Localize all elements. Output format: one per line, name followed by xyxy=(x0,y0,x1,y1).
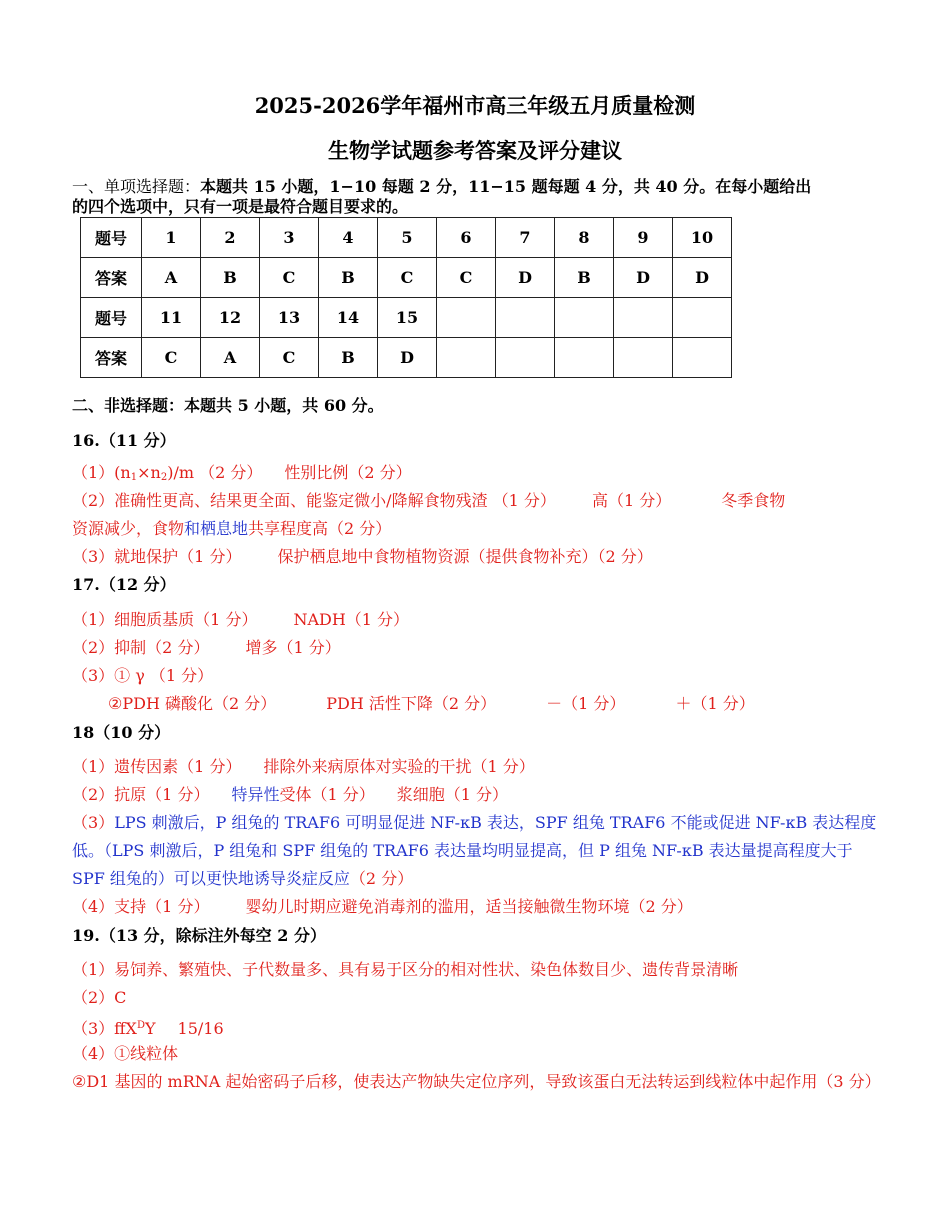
table-cell: C xyxy=(437,258,496,298)
table-row xyxy=(81,218,732,258)
table-cell: B xyxy=(555,258,614,298)
section2-heading: 二、非选择题：本题共 5 小题，共 60 分。 xyxy=(72,396,384,415)
table-cell xyxy=(614,338,673,378)
row-label: 答案 xyxy=(81,338,142,378)
table-cell xyxy=(496,338,555,378)
q17-a1-b: NADH（1 分） xyxy=(293,610,410,629)
q18-answer-3 xyxy=(72,809,878,893)
table-cell: D xyxy=(614,258,673,298)
q16-answer-1 xyxy=(72,462,412,489)
q17-a2-b: 增多（1 分） xyxy=(245,638,341,657)
table-cell: 3 xyxy=(260,218,319,258)
q19-answer-1: （1）易饲养、繁殖快、子代数量多、具有易于区分的相对性状、染色体数目少、遗传背景清晰 xyxy=(72,960,739,979)
q16-answer-2-cont xyxy=(72,518,391,540)
table-cell xyxy=(555,298,614,338)
q16-a3-b: 保护栖息地中食物植物资源（提供食物补充）（2 分） xyxy=(277,547,653,566)
main-title: 2025-2026学年福州市高三年级五月质量检测 xyxy=(254,93,696,118)
table-cell: 8 xyxy=(555,218,614,258)
sub-title: 生物学试题参考答案及评分建议 xyxy=(328,138,622,163)
row-label: 题号 xyxy=(81,218,142,258)
table-cell: D xyxy=(496,258,555,298)
q18-a4-a: （4）支持（1 分） xyxy=(72,897,210,916)
table-cell xyxy=(437,298,496,338)
q16-a2-d1: 资源减少，食物 xyxy=(72,519,185,538)
q18-answer-1 xyxy=(72,756,535,778)
table-cell: 13 xyxy=(260,298,319,338)
q17-a3b-c: －（1 分） xyxy=(546,694,626,713)
q18-a3-post: （2 分） xyxy=(349,869,414,888)
q17-answer-3: （3）① γ （1 分） xyxy=(72,666,214,685)
q18-a3-body: LPS 刺激后，P 组兔的 TRAF6 可明显促进 NF-κB 表达，SPF 组兔 TRAF6 不能或促进 NF-κB 表达程度低。（LPS 刺激后，P 组兔和 SPF 组兔的 TRAF6 表达量均明显提高，但 P 组兔 NF-κB 表达量提高程度大于 SPF 组兔的）可以更快地诱导炎症反应 xyxy=(72,813,877,888)
table-row xyxy=(81,298,732,338)
q16-a2-d2: 和栖息地 xyxy=(184,519,249,538)
q18-a1-b: 排除外来病原体对实验的干扰（1 分） xyxy=(263,757,535,776)
q19-answer-4: （4）①线粒体 xyxy=(72,1044,179,1063)
q19-a3-post: Y xyxy=(144,1019,156,1038)
table-cell: 15 xyxy=(378,298,437,338)
answer-table xyxy=(80,217,732,378)
table-cell: A xyxy=(201,338,260,378)
table-cell xyxy=(437,338,496,378)
q16-a2-d3: 共享程度高（2 分） xyxy=(248,519,392,538)
row-label: 答案 xyxy=(81,258,142,298)
section1-line1 xyxy=(72,176,811,198)
table-cell: 9 xyxy=(614,218,673,258)
q17-a2-a: （2）抑制（2 分） xyxy=(72,638,210,657)
table-cell: 12 xyxy=(201,298,260,338)
table-cell: 5 xyxy=(378,218,437,258)
q16-a1-b: 性别比例（2 分） xyxy=(284,463,412,482)
table-cell xyxy=(673,338,732,378)
q17-answer-3b xyxy=(108,693,755,715)
table-cell: C xyxy=(142,338,201,378)
table-cell: B xyxy=(319,258,378,298)
table-cell: 11 xyxy=(142,298,201,338)
q16-a1-pre: （1）(n xyxy=(72,463,131,482)
table-cell: C xyxy=(260,258,319,298)
q19-answer-2: （2）C xyxy=(72,988,127,1007)
q17-a3b-d: ＋（1 分） xyxy=(675,694,755,713)
section1-line2: 的四个选项中，只有一项是最符合题目要求的。 xyxy=(72,197,409,216)
q18-answer-2 xyxy=(72,784,508,806)
table-cell: 7 xyxy=(496,218,555,258)
table-cell: 1 xyxy=(142,218,201,258)
section1-prefix: 一、单项选择题： xyxy=(72,177,201,196)
table-row xyxy=(81,258,732,298)
q16-header: 16.（11 分） xyxy=(72,431,176,450)
table-cell: 6 xyxy=(437,218,496,258)
q18-header: 18（10 分） xyxy=(72,723,171,742)
q19-a3-b: 15/16 xyxy=(177,1019,224,1038)
table-cell: 14 xyxy=(319,298,378,338)
q19-header: 19.（13 分，除标注外每空 2 分） xyxy=(72,926,326,945)
q16-answer-3 xyxy=(72,546,653,568)
table-cell xyxy=(496,298,555,338)
q17-a3b-a: ②PDH 磷酸化（2 分） xyxy=(108,694,277,713)
q16-a3-a: （3）就地保护（1 分） xyxy=(72,547,242,566)
row-label: 题号 xyxy=(81,298,142,338)
q18-a2-b1: 特异性 xyxy=(231,785,280,804)
q16-a2-a: （2）准确性更高、结果更全面、能鉴定微小/降解食物残渣 （1 分） xyxy=(72,491,556,510)
q18-a1-a: （1）遗传因素（1 分） xyxy=(72,757,242,776)
q16-a2-b: 高（1 分） xyxy=(591,491,672,510)
table-cell: A xyxy=(142,258,201,298)
q18-a4-b: 婴幼儿时期应避免消毒剂的滥用，适当接触微生物环境（2 分） xyxy=(245,897,693,916)
q19-a3-pre: （3）ffX xyxy=(72,1019,137,1038)
q17-a1-a: （1）细胞质基质（1 分） xyxy=(72,610,258,629)
q16-a1-sub2: 2 xyxy=(160,472,168,483)
table-cell: D xyxy=(673,258,732,298)
table-cell xyxy=(614,298,673,338)
table-cell: 4 xyxy=(319,218,378,258)
q17-a3b-b: PDH 活性下降（2 分） xyxy=(326,694,497,713)
q18-answer-4 xyxy=(72,896,693,918)
table-cell: C xyxy=(378,258,437,298)
table-cell xyxy=(673,298,732,338)
q19-a3-sup: D xyxy=(136,1020,145,1031)
table-row xyxy=(81,338,732,378)
q16-answer-2 xyxy=(72,490,785,512)
q19-answer-3 xyxy=(72,1015,224,1040)
q18-a2-b2: 受体（1 分） xyxy=(279,785,375,804)
section1-text1: 本题共 15 小题，1−10 每题 2 分，11−15 题每题 4 分，共 40 分。在每小题给出 xyxy=(200,177,812,196)
q16-a1-post: )/m （2 分） xyxy=(167,463,263,482)
q17-header: 17.（12 分） xyxy=(72,575,176,594)
q17-answer-2 xyxy=(72,637,341,659)
table-cell: 2 xyxy=(201,218,260,258)
q19-answer-4b: ②D1 基因的 mRNA 起始密码子后移，使表达产物缺失定位序列，导致该蛋白无法转运到线粒体中起作用（3 分） xyxy=(72,1072,881,1091)
table-cell: 10 xyxy=(673,218,732,258)
q16-a1-sub1: 1 xyxy=(130,472,138,483)
q16-a1-mid: ×n xyxy=(137,463,161,482)
q16-a2-c: 冬季食物 xyxy=(721,491,786,510)
table-cell: D xyxy=(378,338,437,378)
table-cell: B xyxy=(319,338,378,378)
table-cell: C xyxy=(260,338,319,378)
table-cell xyxy=(555,338,614,378)
q18-a2-c: 浆细胞（1 分） xyxy=(396,785,509,804)
table-cell: B xyxy=(201,258,260,298)
q17-answer-1 xyxy=(72,609,409,631)
q18-a2-a: （2）抗原（1 分） xyxy=(72,785,210,804)
q18-a3-pre: （3） xyxy=(72,813,115,832)
